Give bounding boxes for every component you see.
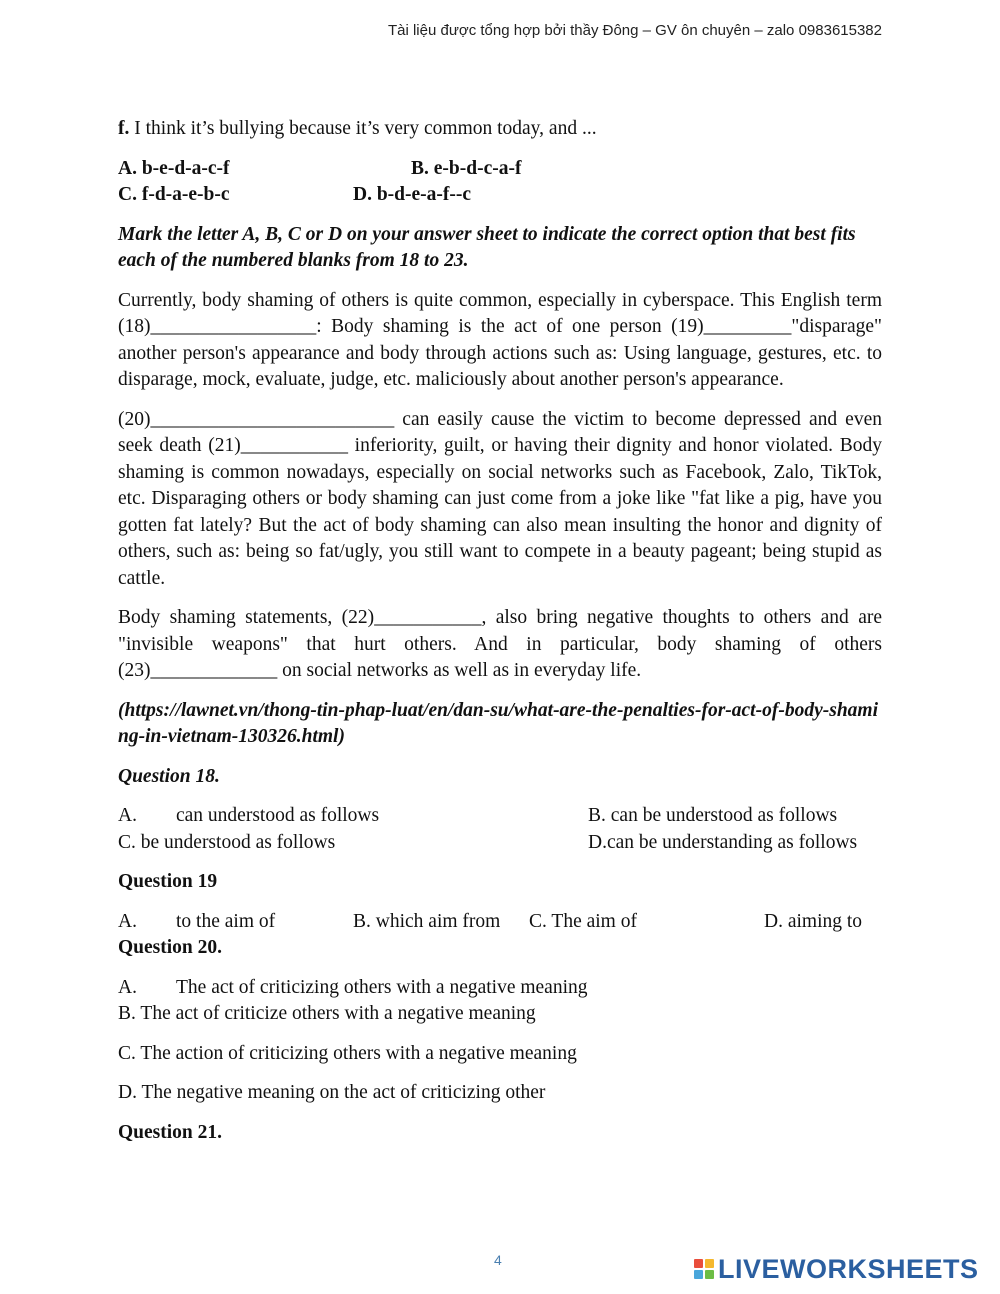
p3-text-1: Body shaming statements, (22) xyxy=(118,607,375,628)
q20-option-a-text[interactable]: The act of criticizing others with a negative meaning xyxy=(176,976,588,998)
page-header: Tài liệu được tổng hợp bởi thầy Đông – GV ôn chuyên – zalo 0983615382 xyxy=(387,22,882,39)
q20-option-a[interactable]: A. xyxy=(118,976,137,998)
q19-option-b[interactable]: B. which aim from xyxy=(353,910,501,932)
brand-text: LIVEWORKSHEETS xyxy=(718,1253,979,1284)
worksheet-content xyxy=(118,116,882,1146)
item-f-letter: f. xyxy=(118,118,130,139)
liveworksheets-logo-icon xyxy=(694,1259,714,1279)
question-21-title: Question 21. xyxy=(118,1121,223,1143)
ordering-item-f xyxy=(118,116,882,143)
ordering-option-b[interactable]: B. e-b-d-c-a-f xyxy=(411,157,522,179)
passage-paragraph-3 xyxy=(118,605,882,685)
p3-text-3: on social networks as well as in everyday life. xyxy=(277,660,642,681)
blank-20[interactable]: _________________________ xyxy=(150,408,395,430)
q18-options-row-1 xyxy=(118,803,882,830)
q19-option-c[interactable]: C. The aim of xyxy=(529,910,637,932)
p3-text-2: , also bring negative thoughts to others and are "invisible weapons" that hurt others. And in particular, body shaming of others (23) xyxy=(118,607,882,681)
instruction-text: Mark the letter A, B, C or D on your answer sheet to indicate the correct option that best fits each of the numbered blanks from 18 to 23. xyxy=(118,223,856,271)
q18-option-a-text[interactable]: can understood as follows xyxy=(176,805,380,826)
q19-option-a[interactable]: A. xyxy=(118,910,137,932)
ordering-option-c[interactable]: C. f-d-a-e-b-c xyxy=(118,184,230,205)
source-link[interactable]: (https://lawnet.vn/thong-tin-phap-luat/en/dan-su/what-are-the-penalties-for-act-of-body-shaming-in-vietnam-130326.html) xyxy=(118,699,878,747)
q18-options-row-2 xyxy=(118,830,882,857)
ordering-options-row-1 xyxy=(118,156,882,183)
blank-22[interactable]: ___________ xyxy=(374,607,482,628)
ordering-option-d[interactable]: D. b-d-e-a-f--c xyxy=(353,184,472,205)
p2-text-3: inferiority, guilt, or having their dignity and honor violated. Body shaming is common nowadays, especially on social networks such as Facebook, Zalo, TikTok, etc. Disparaging others or body shaming can just come from a joke like "fat like a pig, have you gotten fat lately? But the act of body shaming can also mean insulting the honor and dignity of others, such as: being so fat/ugly, you still want to compete in a beauty pageant; being stupid as cattle. xyxy=(118,435,882,589)
page-number: 4 xyxy=(494,1252,502,1268)
q18-option-b[interactable]: B. can be understood as follows xyxy=(588,805,838,826)
q19-option-a-text[interactable]: to the aim of xyxy=(176,910,276,932)
item-f-text: I think it’s bullying because it’s very common today, and ... xyxy=(129,118,597,139)
q19-options-row xyxy=(118,909,882,936)
p1-text-2: : Body shaming is the act of one person (19) xyxy=(316,316,704,337)
q20-option-b[interactable]: B. The act of criticize others with a negative meaning xyxy=(118,1003,536,1024)
q19-option-d[interactable]: D. aiming to xyxy=(764,910,863,932)
passage-paragraph-1 xyxy=(118,288,882,394)
ordering-option-a[interactable]: A. b-e-d-a-c-f xyxy=(118,157,230,179)
p2-text-2: can easily cause the victim to become depressed and even seek death (21) xyxy=(118,408,882,456)
p1-text-1: Currently, body shaming of others is quite common, especially in cyberspace. This English term (18) xyxy=(118,289,882,337)
q20-option-d[interactable]: D. The negative meaning on the act of criticizing other xyxy=(118,1082,546,1103)
blank-23[interactable]: _____________ xyxy=(150,660,278,681)
liveworksheets-brand[interactable] xyxy=(694,1254,979,1284)
q20-option-c[interactable]: C. The action of criticizing others with a negative meaning xyxy=(118,1042,577,1064)
blank-19[interactable]: _________ xyxy=(703,316,792,337)
q20-option-a-row xyxy=(118,975,882,1002)
q18-option-d[interactable]: D.can be understanding as follows xyxy=(588,831,858,853)
question-19-title: Question 19 xyxy=(118,871,218,892)
blank-21[interactable]: ___________ xyxy=(240,435,348,456)
question-18-title: Question 18. xyxy=(118,765,220,787)
p2-text-1: (20) xyxy=(118,408,151,430)
passage-paragraph-2 xyxy=(118,407,882,593)
ordering-options-row-2 xyxy=(118,182,882,209)
blank-18[interactable]: _________________ xyxy=(150,316,317,337)
p1-text-3: "disparage" another person's appearance and body through actions such as: Using language, gestures, etc. to disparage, mock, evaluate, judge, etc. maliciously about another person's appearance. xyxy=(118,316,882,390)
question-20-title: Question 20. xyxy=(118,937,223,958)
q18-option-c[interactable]: C. be understood as follows xyxy=(118,831,336,853)
q18-a-letter: A. xyxy=(118,805,137,826)
